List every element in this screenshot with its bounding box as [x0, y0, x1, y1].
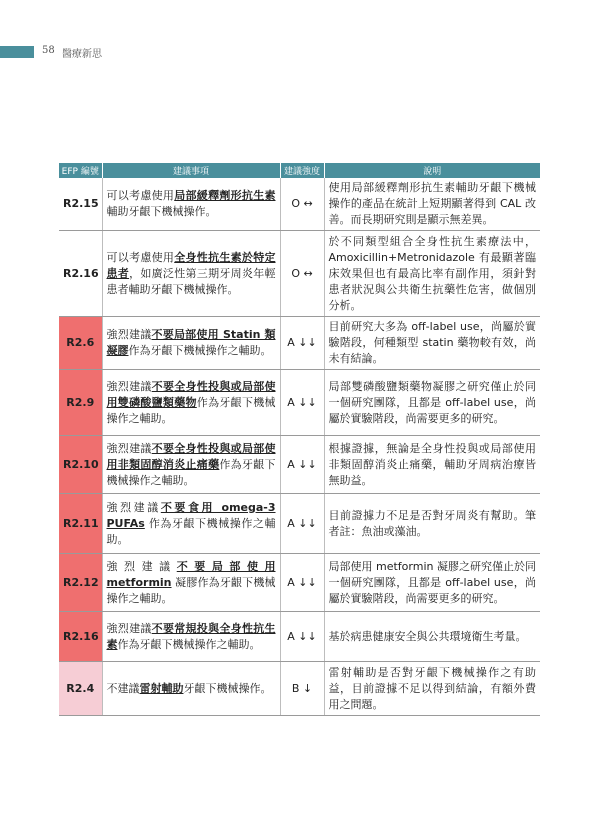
recommendation-text [102, 436, 280, 494]
recommendation-text [102, 554, 280, 612]
recommendation-code: R2.16 [59, 231, 102, 317]
column-header-recommendation: 建議事項 [102, 163, 280, 178]
recommendation-segment: 牙齦下機械操作。 [183, 681, 272, 695]
recommendation-segment: 強烈建議 [106, 621, 152, 635]
recommendation-text [102, 662, 280, 716]
recommendation-code: R2.9 [59, 370, 102, 436]
recommendation-emphasis: 不要局部使用 Statin 類凝膠 [106, 328, 276, 357]
recommendation-segment: 強烈建議 [106, 441, 152, 455]
page-number: 58 [42, 45, 55, 56]
recommendation-segment: 作為牙齦下機械操作之輔助。 [128, 344, 272, 357]
recommendation-code: R2.10 [59, 436, 102, 494]
recommendation-segment: ，如廣泛性第三期牙周炎年輕患者輔助牙齦下機械操作。 [106, 266, 276, 296]
recommendation-note: 目前證據力不足是否對牙周炎有幫助。筆者註：魚油或藻油。 [324, 494, 540, 554]
recommendation-note: 雷射輔助是否對牙齦下機械操作之有助益，目前證據不足以得到結論，有額外費用之問題。 [324, 662, 540, 716]
recommendation-segment: 作為牙齦下機械操作之輔助。 [106, 395, 276, 425]
recommendation-segment: 不建議 [106, 681, 140, 695]
recommendation-text [102, 370, 280, 436]
header-accent-bar [0, 46, 34, 58]
table-row [59, 662, 540, 716]
recommendation-strength: A ↓↓ [280, 436, 324, 494]
table-row [59, 317, 540, 370]
recommendation-segment: 作為牙齦下機械操作之輔助。 [117, 637, 261, 651]
recommendation-text [102, 494, 280, 554]
recommendation-strength: O ↔ [280, 231, 324, 317]
table-row [59, 436, 540, 494]
recommendation-strength: A ↓↓ [280, 554, 324, 612]
recommendation-note: 局部使用 metformin 凝膠之研究僅止於同一個研究團隊，且都是 off-label use，尚屬於實驗階段，尚需要更多的研究。 [324, 554, 540, 612]
recommendation-segment: 凝膠作為牙齦下機械操作之輔助。 [106, 575, 276, 605]
recommendation-code: R2.12 [59, 554, 102, 612]
recommendation-emphasis: 不要全身性投與或局部使用非類固醇消炎止痛藥 [106, 441, 276, 471]
recommendation-segment: 作為牙齦下機械操作之輔助。 [106, 457, 276, 487]
table-row [59, 178, 540, 231]
recommendation-emphasis: 不要局部使用 metformin [106, 559, 276, 589]
recommendation-segment: 作為牙齦下機械操作之輔助。 [106, 516, 276, 546]
recommendation-strength: A ↓↓ [280, 494, 324, 554]
book-title: 醫療新思 [62, 49, 102, 60]
recommendation-emphasis: 全身性抗生素於特定患者 [106, 250, 276, 280]
recommendation-code: R2.4 [59, 662, 102, 716]
table-row [59, 370, 540, 436]
recommendation-emphasis: 雷射輔助 [139, 681, 184, 695]
recommendation-emphasis: 不要食用 omega-3 PUFAs [106, 500, 276, 530]
recommendation-note: 局部雙磷酸鹽類藥物凝膠之研究僅止於同一個研究團隊，且都是 off-label use，尚屬於實驗階段，尚需要更多的研究。 [324, 370, 540, 436]
table-row [59, 231, 540, 317]
recommendation-emphasis: 不要全身性投與或局部使用雙磷酸鹽類藥物 [106, 379, 276, 409]
recommendation-code: R2.6 [59, 317, 102, 370]
recommendation-note: 基於病患健康安全與公共環境衛生考量。 [324, 612, 540, 662]
recommendation-strength: A ↓↓ [280, 612, 324, 662]
column-header-code: EFP 編號 [59, 163, 102, 178]
recommendation-segment: 強烈建議 [106, 328, 152, 341]
recommendation-emphasis: 不要常規投與全身性抗生素 [106, 621, 276, 651]
recommendation-text [102, 317, 280, 370]
efp-recommendation-table [59, 163, 540, 716]
recommendation-segment: 可以考慮使用 [106, 189, 175, 202]
recommendation-strength: A ↓↓ [280, 370, 324, 436]
recommendation-code: R2.16 [59, 612, 102, 662]
recommendation-note: 於不同類型組合全身性抗生素療法中，Amoxicillin+Metronidazole 有最顯著臨床效果但也有最高比率有副作用，須針對患者狀況與公共衛生抗藥性危害，做個別分析。 [324, 231, 540, 317]
recommendation-code: R2.15 [59, 178, 102, 231]
table-row [59, 554, 540, 612]
table-header-row [59, 163, 540, 178]
recommendation-segment: 強烈建議 [106, 500, 161, 514]
recommendation-segment: 強烈建議 [106, 379, 152, 393]
recommendation-text [102, 231, 280, 317]
recommendation-segment: 輔助牙齦下機械操作。 [106, 205, 217, 218]
recommendation-note: 使用局部緩釋劑形抗生素輔助牙齦下機械操作的產品在統計上短期顯著得到 CAL 改善。而長期研究則是顯示無差異。 [324, 178, 540, 231]
recommendation-text [102, 612, 280, 662]
recommendation-note: 目前研究大多為 off-label use，尚屬於實驗階段，何種類型 statin 藥物較有效，尚未有結論。 [324, 317, 540, 370]
recommendation-code: R2.11 [59, 494, 102, 554]
recommendation-emphasis: 局部緩釋劑形抗生素 [174, 189, 276, 202]
column-header-note: 說明 [324, 163, 540, 178]
recommendation-strength: B ↓ [280, 662, 324, 716]
recommendation-strength: A ↓↓ [280, 317, 324, 370]
table-row [59, 494, 540, 554]
recommendation-segment: 強烈建議 [106, 559, 177, 573]
recommendation-segment: 可以考慮使用 [106, 250, 175, 264]
column-header-strength: 建議強度 [280, 163, 324, 178]
recommendation-strength: O ↔ [280, 178, 324, 231]
table-row [59, 612, 540, 662]
recommendation-note: 根據證據，無論是全身性投與或局部使用非類固醇消炎止痛藥，輔助牙周病治療皆無助益。 [324, 436, 540, 494]
recommendation-text [102, 178, 280, 231]
